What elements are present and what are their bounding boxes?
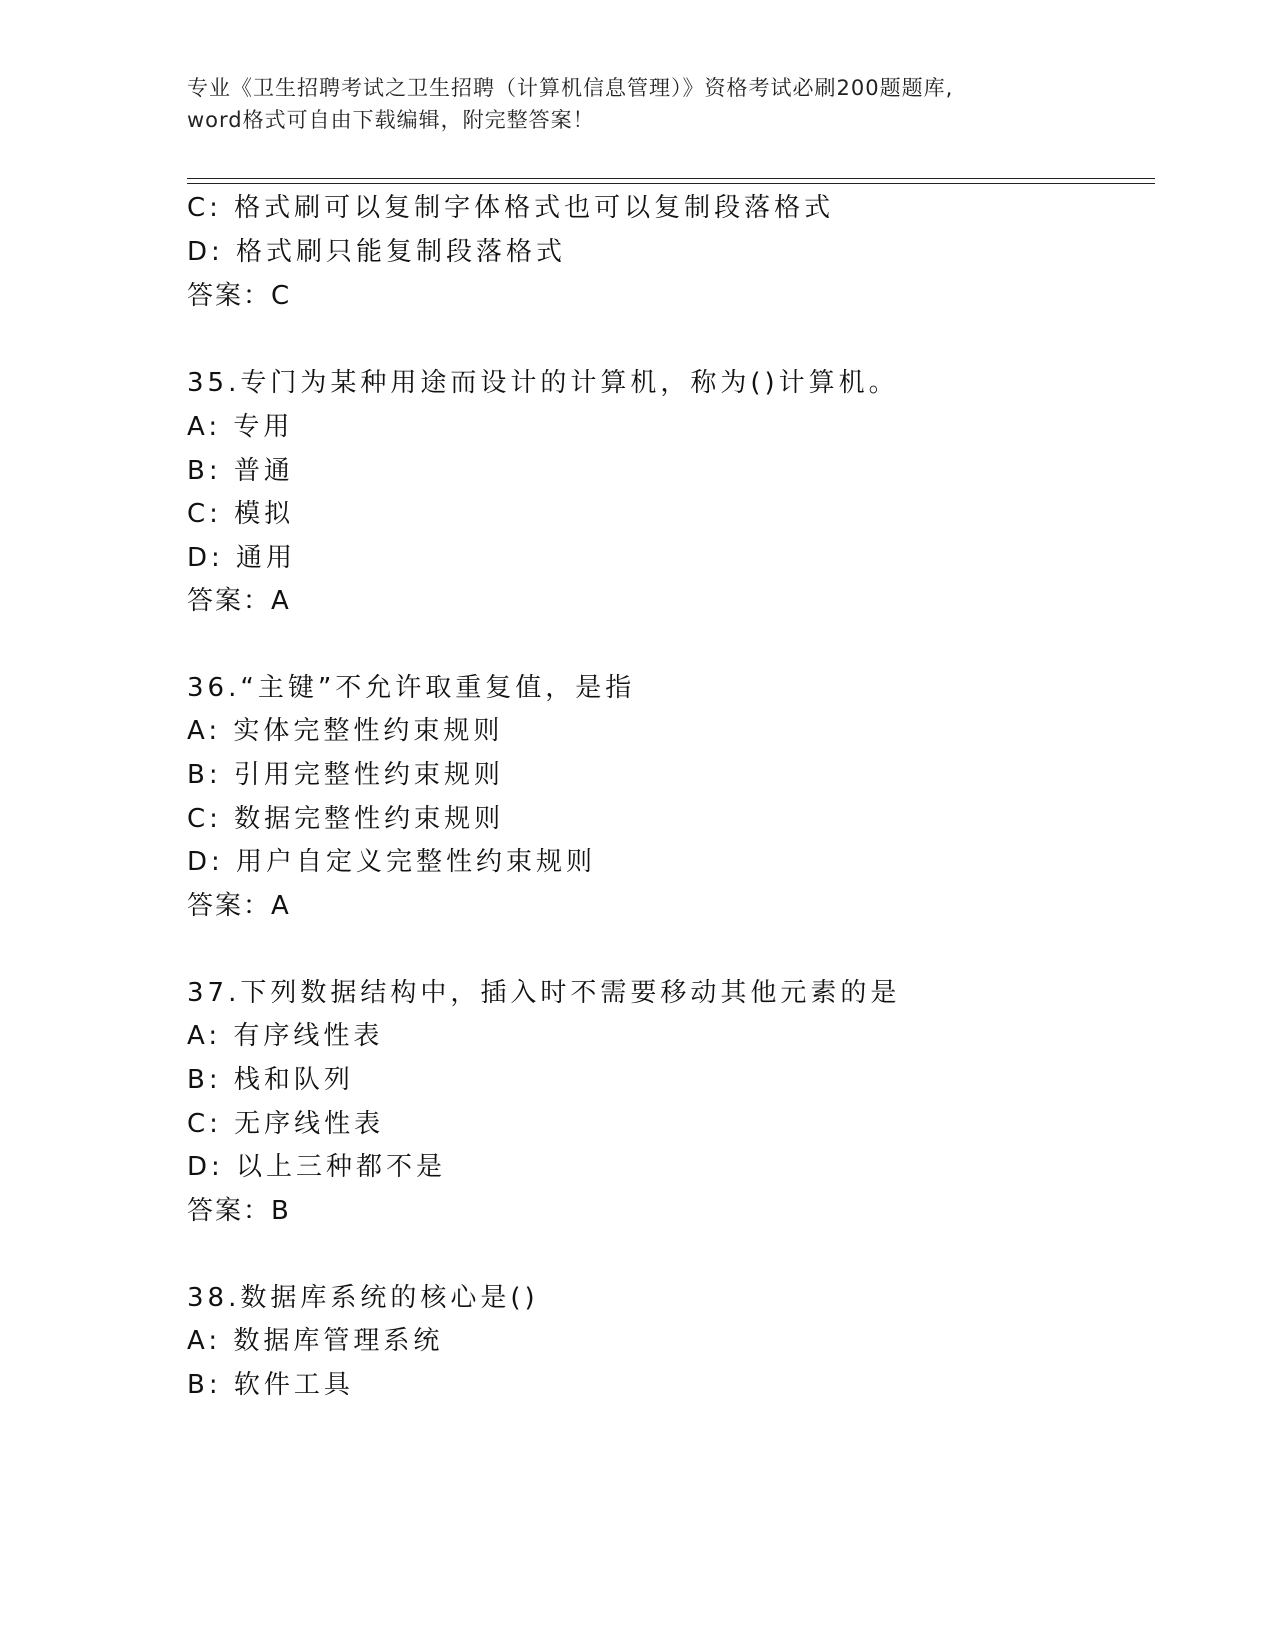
question-37: 37.下列数据结构中，插入时不需要移动其他元素的是 [187, 978, 901, 1008]
answer-line: 答案：B [187, 1196, 291, 1226]
option-b: B: 软件工具 [187, 1370, 354, 1400]
question-35: 35.专门为某种用途而设计的计算机，称为()计算机。 [187, 368, 899, 398]
option-b: B: 引用完整性约束规则 [187, 760, 504, 790]
document-header [187, 72, 1087, 136]
option-b: B: 栈和队列 [187, 1065, 354, 1095]
answer-line: 答案：A [187, 891, 291, 921]
header-divider-bottom [187, 183, 1155, 184]
option-a: A: 实体完整性约束规则 [187, 716, 504, 746]
answer-line: 答案：A [187, 586, 291, 616]
header-divider-top [187, 178, 1155, 179]
answer-line: 答案：C [187, 281, 292, 311]
option-a: A: 专用 [187, 412, 294, 442]
option-c: C: 无序线性表 [187, 1109, 385, 1139]
header-line-2: word格式可自由下载编辑，附完整答案！ [187, 108, 595, 132]
option-d: D: 格式刷只能复制段落格式 [187, 237, 567, 267]
option-c: C: 格式刷可以复制字体格式也可以复制段落格式 [187, 193, 835, 223]
header-line-1: 专业《卫生招聘考试之卫生招聘（计算机信息管理）》资格考试必刷200题题库, [187, 76, 954, 100]
option-c: C: 模拟 [187, 499, 295, 529]
question-36: 36.“主键”不允许取重复值，是指 [187, 673, 636, 703]
option-a: A: 有序线性表 [187, 1021, 384, 1051]
option-d: D: 用户自定义完整性约束规则 [187, 847, 597, 877]
option-b: B: 普通 [187, 456, 294, 486]
option-d: D: 通用 [187, 543, 297, 573]
option-d: D: 以上三种都不是 [187, 1152, 447, 1182]
option-c: C: 数据完整性约束规则 [187, 804, 505, 834]
option-a: A: 数据库管理系统 [187, 1326, 444, 1356]
question-38: 38.数据库系统的核心是() [187, 1283, 539, 1313]
